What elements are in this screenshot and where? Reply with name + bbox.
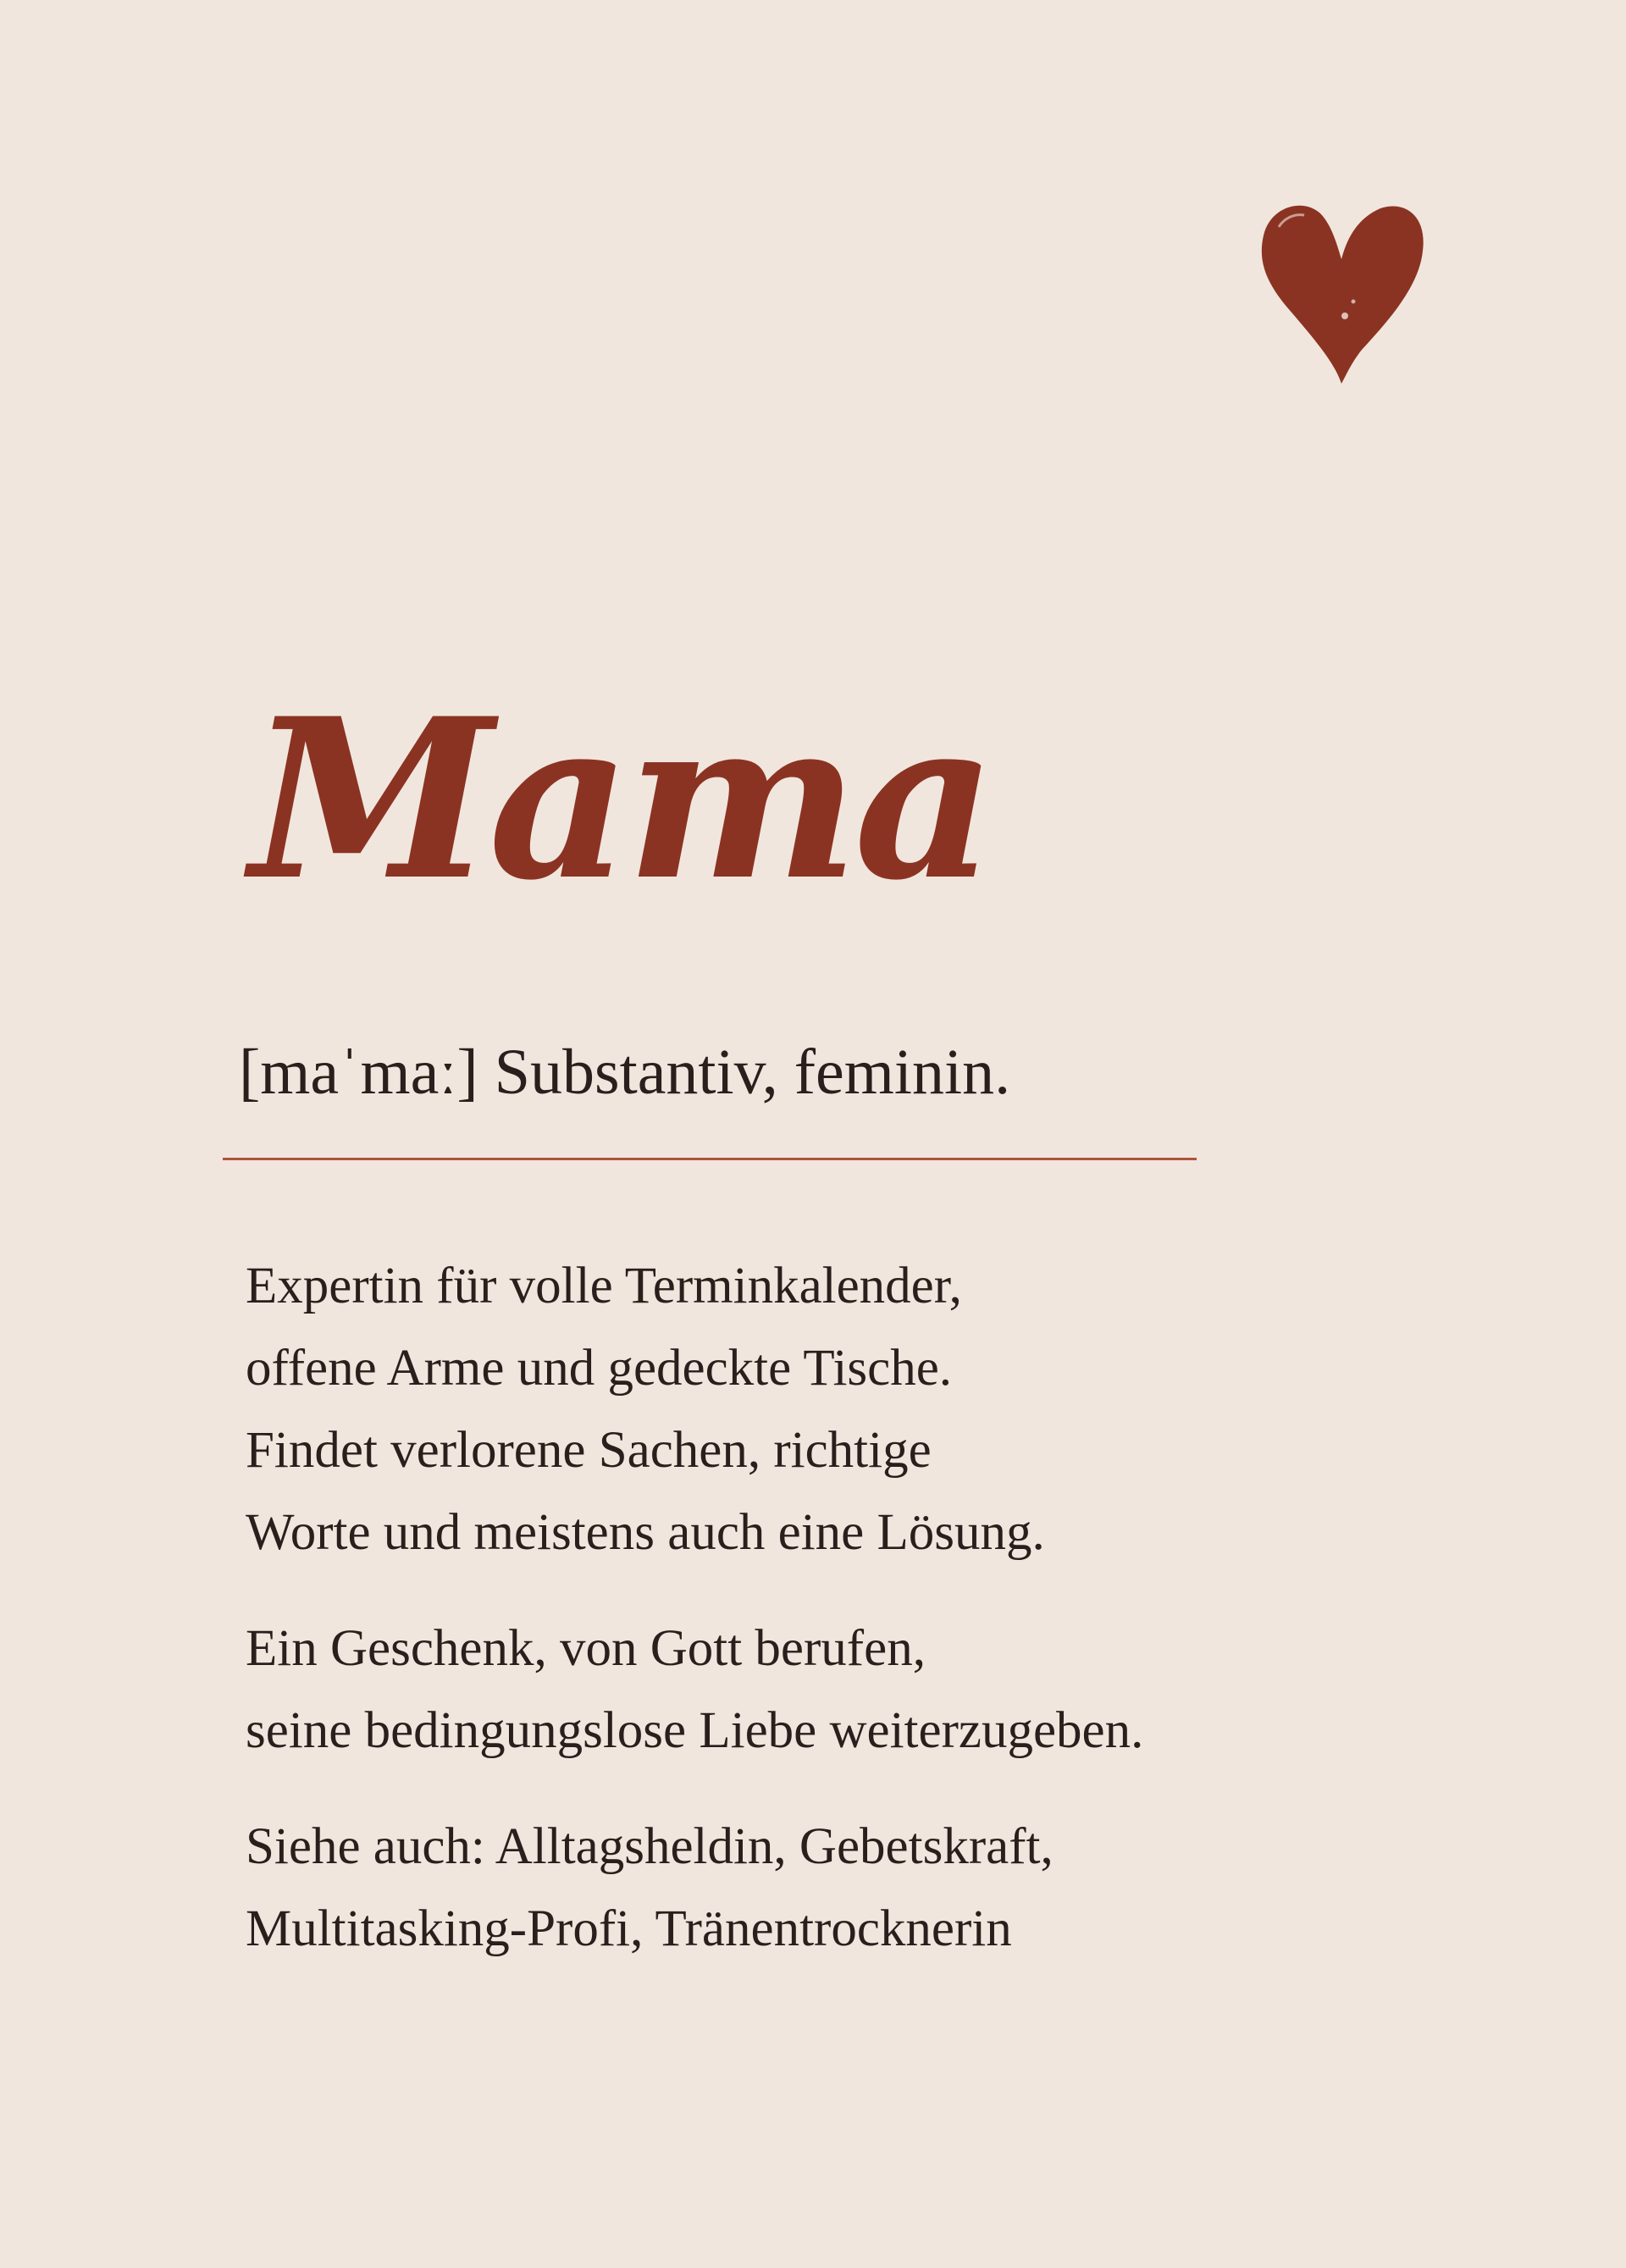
definition-line: offene Arme und gedeckte Tische.: [246, 1340, 953, 1397]
heart-icon: [1253, 193, 1431, 388]
svg-text:Mama: Mama: [250, 671, 992, 929]
definition-text: [246, 1245, 1516, 2004]
divider: [223, 1158, 1197, 1160]
definition-paragraph-2: [246, 1607, 1516, 1772]
definition-line: Ein Geschenk, von Gott berufen,: [246, 1620, 926, 1677]
see-also-paragraph: [246, 1806, 1516, 1970]
pronunciation: [maˈmaː] Substantiv, feminin.: [239, 1037, 1011, 1108]
page-title: [241, 631, 992, 970]
definition-line: Findet verlorene Sachen, richtige: [246, 1422, 932, 1479]
see-also-line: Multitasking-Profi, Tränentrocknerin: [246, 1900, 1012, 1957]
definition-line: Expertin für volle Terminkalender,: [246, 1258, 962, 1314]
definition-line: seine bedingungslose Liebe weiterzugeben.: [246, 1702, 1144, 1759]
see-also-line: Siehe auch: Alltagsheldin, Gebetskraft,: [246, 1818, 1054, 1875]
definition-paragraph-1: [246, 1245, 1516, 1574]
definition-line: Worte und meistens auch eine Lösung.: [246, 1504, 1045, 1561]
